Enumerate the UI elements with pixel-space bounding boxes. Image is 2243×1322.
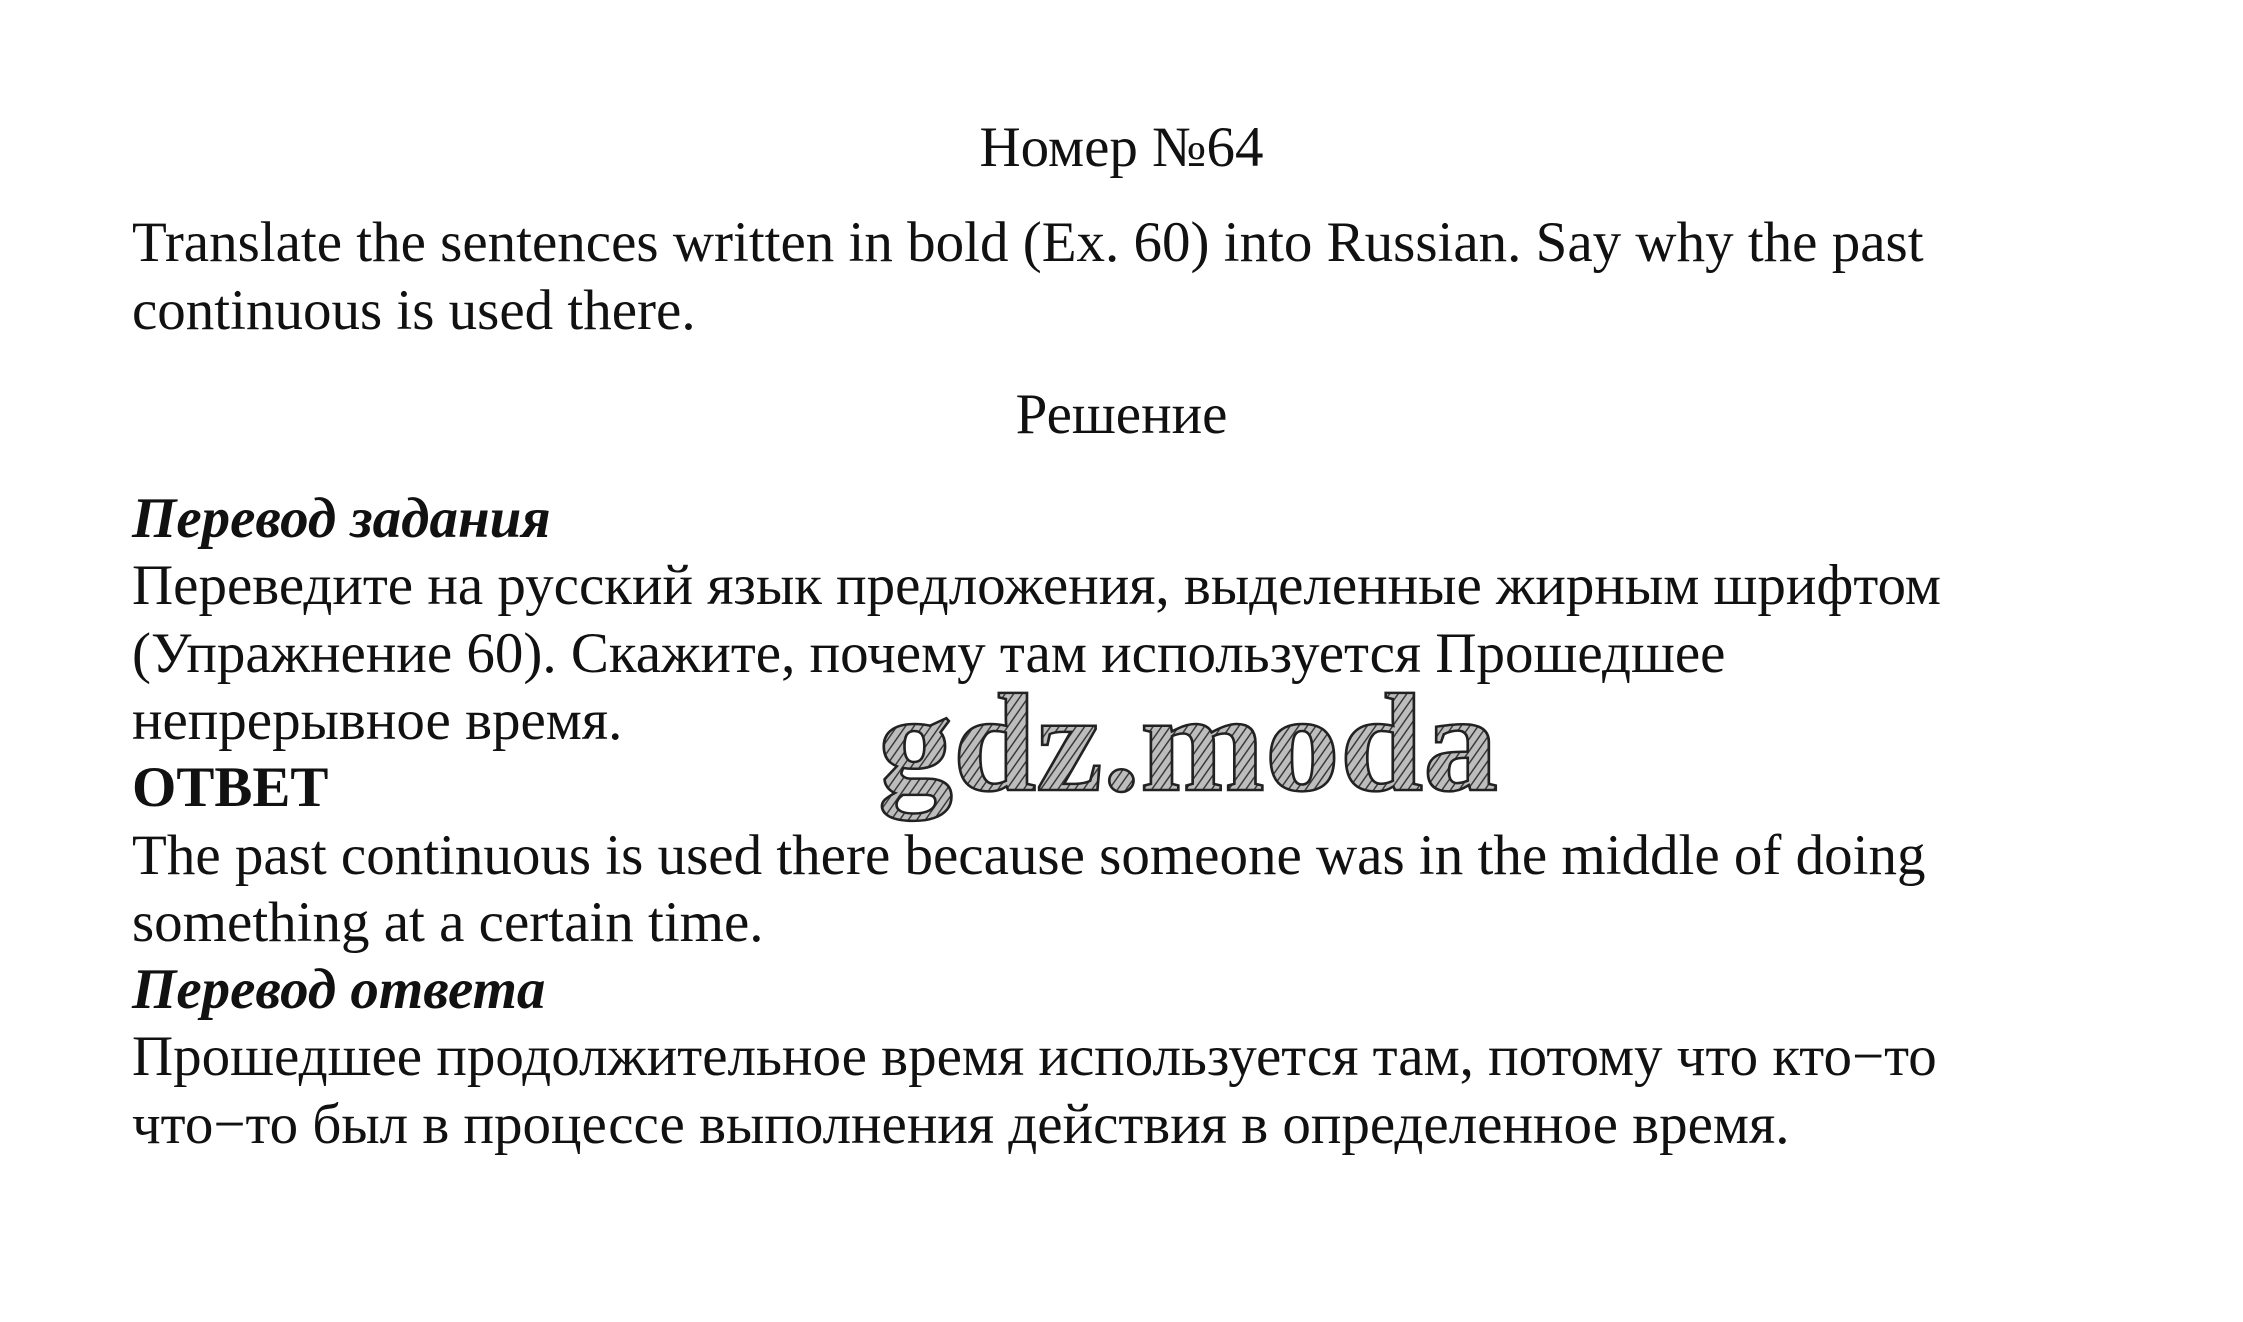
answer-translation-heading: Перевод ответа: [132, 958, 546, 1021]
task-translation-line-2: (Упражнение 60). Скажите, почему там используется Прошедшее: [132, 622, 1726, 685]
answer-line-1: The past continuous is used there because someone was in the middle of doing: [132, 824, 1926, 887]
answer-line-2: something at a certain time.: [132, 891, 764, 954]
task-translation-heading: Перевод задания: [132, 487, 551, 550]
page-title: Номер №64: [979, 116, 1264, 179]
task-line-2: continuous is used there.: [132, 279, 696, 342]
watermark-logo: [870, 678, 1510, 838]
solution-heading: Решение: [1015, 383, 1228, 446]
answer-translation-line-2: что−то был в процессе выполнения действия в определенное время.: [132, 1093, 1790, 1156]
task-translation-line-3: непрерывное время.: [132, 689, 623, 752]
answer-translation-line-1: Прошедшее продолжительное время используется там, потому что кто−то: [132, 1025, 1937, 1088]
task-translation-line-1: Переведите на русский язык предложения, выделенные жирным шрифтом: [132, 554, 1941, 617]
task-line-1: Translate the sentences written in bold (Ex. 60) into Russian. Say why the past: [132, 211, 1924, 274]
answer-heading: ОТВЕТ: [132, 756, 329, 819]
watermark-text: gdz.moda: [878, 678, 1498, 821]
